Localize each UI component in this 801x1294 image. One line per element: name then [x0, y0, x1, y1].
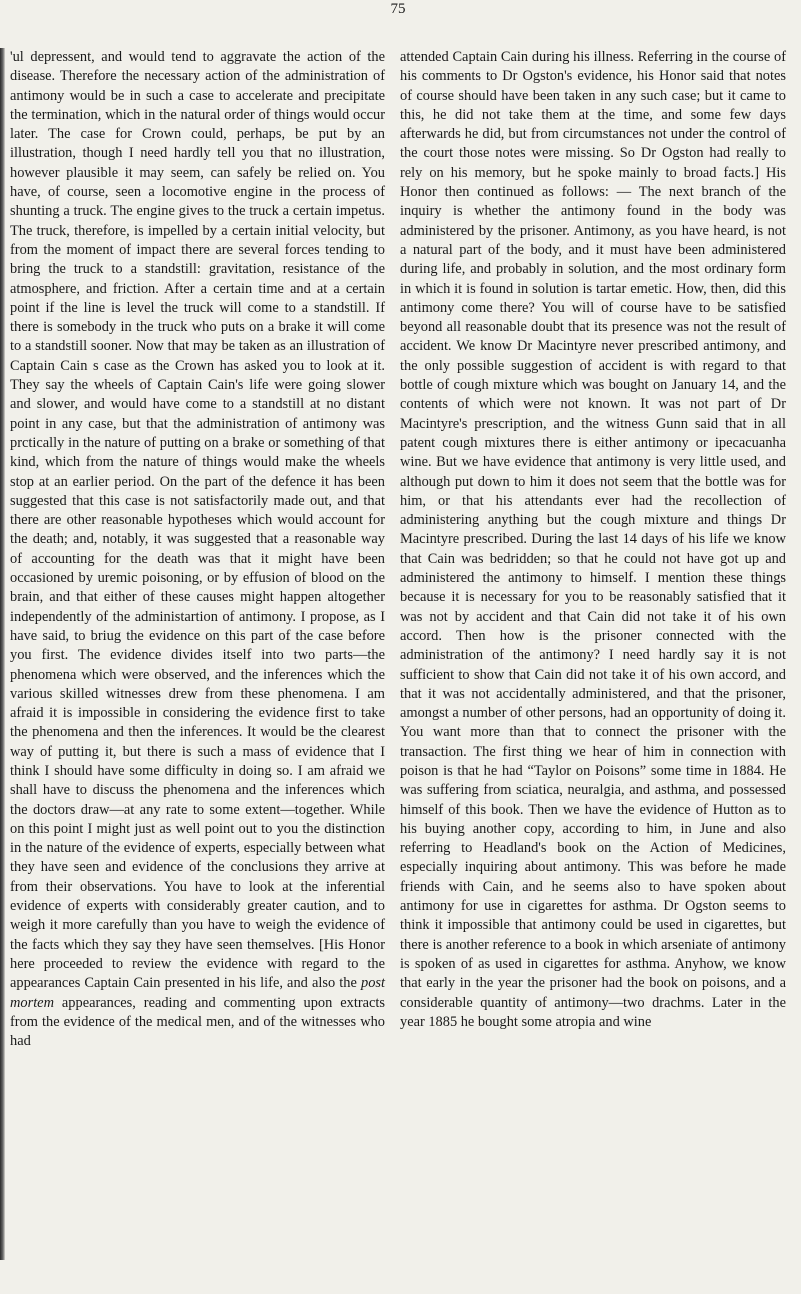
post-mortem-italic: post mortem — [10, 975, 385, 1011]
right-column — [400, 48, 786, 1032]
page-number: 75 — [390, 1, 406, 17]
page-binding-edge — [0, 48, 5, 1260]
left-column-text — [10, 48, 385, 1051]
left-column — [10, 48, 385, 1051]
right-column-text: attended Captain Cain during his illness. Referring in the course of his comments to Dr Ogston's evidence, his Honor said that notes of course should have been taken in any such case; but it came to this, he did not take them at the time, and some few days afterwards he did, but from circumstances not under the control of the court those notes were missing. So Dr Ogston had really to rely on his memory, but he spoke mainly to broad facts.] His Honor then continued as follows: — The next branch of the inquiry is whether the antimony found in the body was administered by the prisoner. Antimony, as you have heard, is not a natural part of the body, and it must have been administered during life, and probably in solution, and the most ordinary form in which it is found in solution is tartar emetic. How, then, did this antimony come there? You will of course have to be satisfied beyond all reasonable doubt that its presence was not the result of accident. We know Dr Macintyre never prescribed antimony, and the only possible suggestion of accident is with regard to that bottle of cough mixture which was bought on January 14, and the contents of which were not known. It was not part of Dr Macintyre's prescription, and the witness Gunn said that in all patent cough mixtures there is either antimony or ipecacuanha wine. But we have evidence that antimony is very little used, and although put down to him it does not seem that the bottle was for him, or that his attendants ever had the recollection of administering anything but the cough mixture and things Dr Macintyre prescribed. During the last 14 days of his life we know that Cain was bedridden; so that he could not have got up and administered the antimony to himself. I mention these things because it is necessary for you to be reasonably satisfied that it was not by accident and that Cain did not take it of his own accord. Then how is the prisoner connected with the administration of the antimony? I need hardly say it is not sufficient to show that Cain did not take it of his own accord, and that it was not accidentally administered, and that the prisoner, amongst a number of other persons, had an opportunity of doing it. You want more than that to connect the prisoner with the transaction. The first thing we hear of him in connection with poison is that he had “Taylor on Poisons” some time in 1884. He was suffering from sciatica, neuralgia, and asthma, and possessed himself of this book. Then we have the evidence of Hutton as to his buying another copy, according to him, in June and also referring to Headland's book on the Action of Medicines, especially inquiring about antimony. This was before he made friends with Cain, and he seems also to have spoken about antimony for use in cigarettes for asthma. Dr Ogston seems to think it impossible that antimony could be used in cigarettes, but there is another reference to a book in which arseniate of antimony is spoken of as used in cigarettes for asthma. Anyhow, we know that early in the year the prisoner had the book on poisons, and a considerable quantity of antimony—two drachms. Later in the year 1885 he bought some atropia and wine — [400, 49, 786, 1030]
left-column-body: 'ul depressent, and would tend to aggravate the action of the disease. Therefore the necessary action of the administration of antimony would be in such a case to accelerate and precipitate the termination, which in the natural order of things would occur later. The case for Crown could, perhaps, be put by an illustration, though I need hardly tell you that no illustration, however plausible it may seem, can safely be relied on. You have, of course, seen a locomotive engine in the process of shunting a truck. The engine gives to the truck a certain impetus. The truck, therefore, is impelled by a certain initial velocity, but from the moment of impact there are several forces tending to bring the truck to a standstill: gravitation, resistance of the atmosphere, and friction. After a certain time and at a certain point if the line is level the truck will come to a standstill. If there is somebody in the truck who puts on a brake it will come to a standstill sooner. Now that may be taken as an illustration of Captain Cain s case as the Crown has asked you to look at it. They say the wheels of Captain Cain's life were going slower and slower, and would have come to a standstill at no distant point in any case, but that the administration of antimony was prctically in the nature of putting on a brake or something of that kind, which from the nature of things would make the wheels stop at an earlier period. On the part of the defence it has been suggested that this case is not satisfactorily made out, and that there are other reasonable hypotheses which would account for the death; and, notably, it was suggested that a reasonable way of accounting for the death was that it might have been occasioned by uremic poisoning, or by effusion of blood on the brain, and that either of these causes might happen altogether independently of the administartion of antimony. I propose, as I have said, to briug the evidence on this part of the case before you first. The evidence divides itself into two parts—the phenomena which were observed, and the inferences which the various skilled witnesses drew from these phenomena. I am afraid it is impossible in considering the evidence first to take the phenomena and then the inferences. It would be the clearest way of putting it, but there is such a mass of evidence that I think I should have some difficulty in doing so. I am afraid we shall have to discuss the phenomena and the inferences which the doctors draw—at any rate to some extent—together. While on this point I might just as well point out to you the distinction in the nature of the evidence of experts, especially between what they have seen and evidence of the conclusions they arrive at from their observations. You have to look at the inferential evidence of experts with considerably greater caution, and to weigh it more carefully than you have to weigh the evidence of the facts which they say they have seen themselves. [His Honor here proceeded to review the evidence with regard to the appearances Captain Cain presented in his life, and also the — [10, 49, 385, 992]
left-column-tail: appearances, reading and commenting upon extracts from the evidence of the medical men, and of the witnesses who had — [10, 994, 385, 1050]
